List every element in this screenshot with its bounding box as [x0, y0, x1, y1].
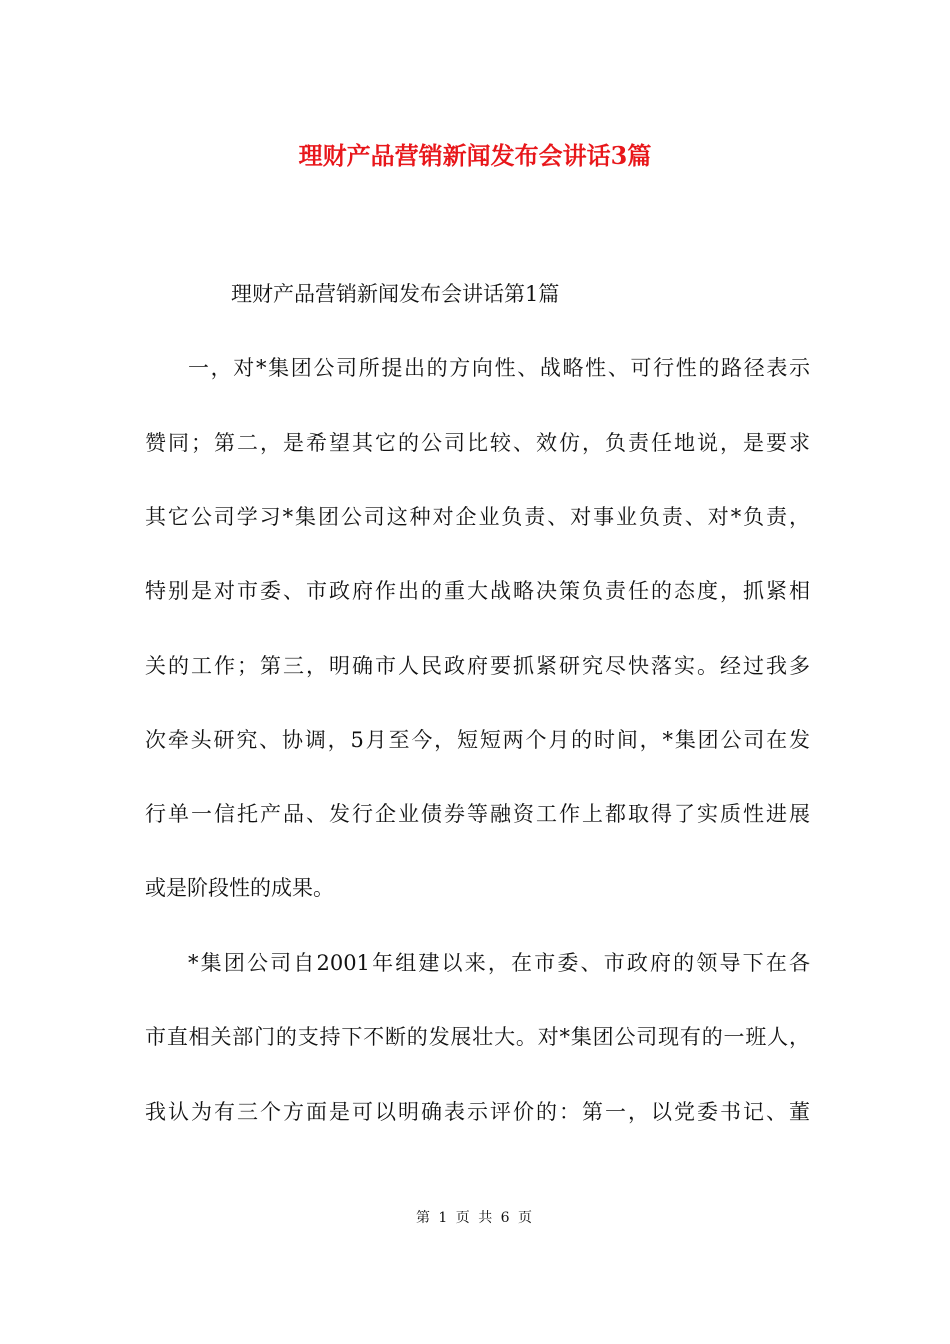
paragraph-line: 我认为有三个方面是可以明确表示评价的：第一，以党委书记、董 — [145, 1100, 810, 1124]
section-heading: 理财产品营销新闻发布会讲话第1篇 — [231, 282, 560, 306]
paragraph-line: 其它公司学习*集团公司这种对企业负责、对事业负责、对*负责， — [145, 505, 810, 529]
paragraph-line: 次牵头研究、协调，5月至今，短短两个月的时间，*集团公司在发 — [145, 728, 810, 752]
paragraph-line: 特别是对市委、市政府作出的重大战略决策负责任的态度，抓紧相 — [145, 579, 810, 603]
paragraph-line: 市直相关部门的支持下不断的发展壮大。对*集团公司现有的一班人， — [145, 1025, 810, 1049]
page-number-footer: 第 1 页 共 6 页 — [415, 1210, 535, 1226]
document-title: 理财产品营销新闻发布会讲话3篇 — [298, 141, 652, 170]
paragraph-line: *集团公司自2001年组建以来，在市委、市政府的领导下在各 — [188, 951, 810, 975]
paragraph-line: 关的工作；第三，明确市人民政府要抓紧研究尽快落实。经过我多 — [145, 654, 810, 678]
paragraph-line: 一，对*集团公司所提出的方向性、战略性、可行性的路径表示 — [188, 356, 810, 380]
paragraph-line: 或是阶段性的成果。 — [145, 876, 334, 900]
paragraph-line: 赞同；第二，是希望其它的公司比较、效仿，负责任地说，是要求 — [145, 431, 810, 455]
paragraph-line: 行单一信托产品、发行企业债券等融资工作上都取得了实质性进展 — [145, 802, 810, 826]
